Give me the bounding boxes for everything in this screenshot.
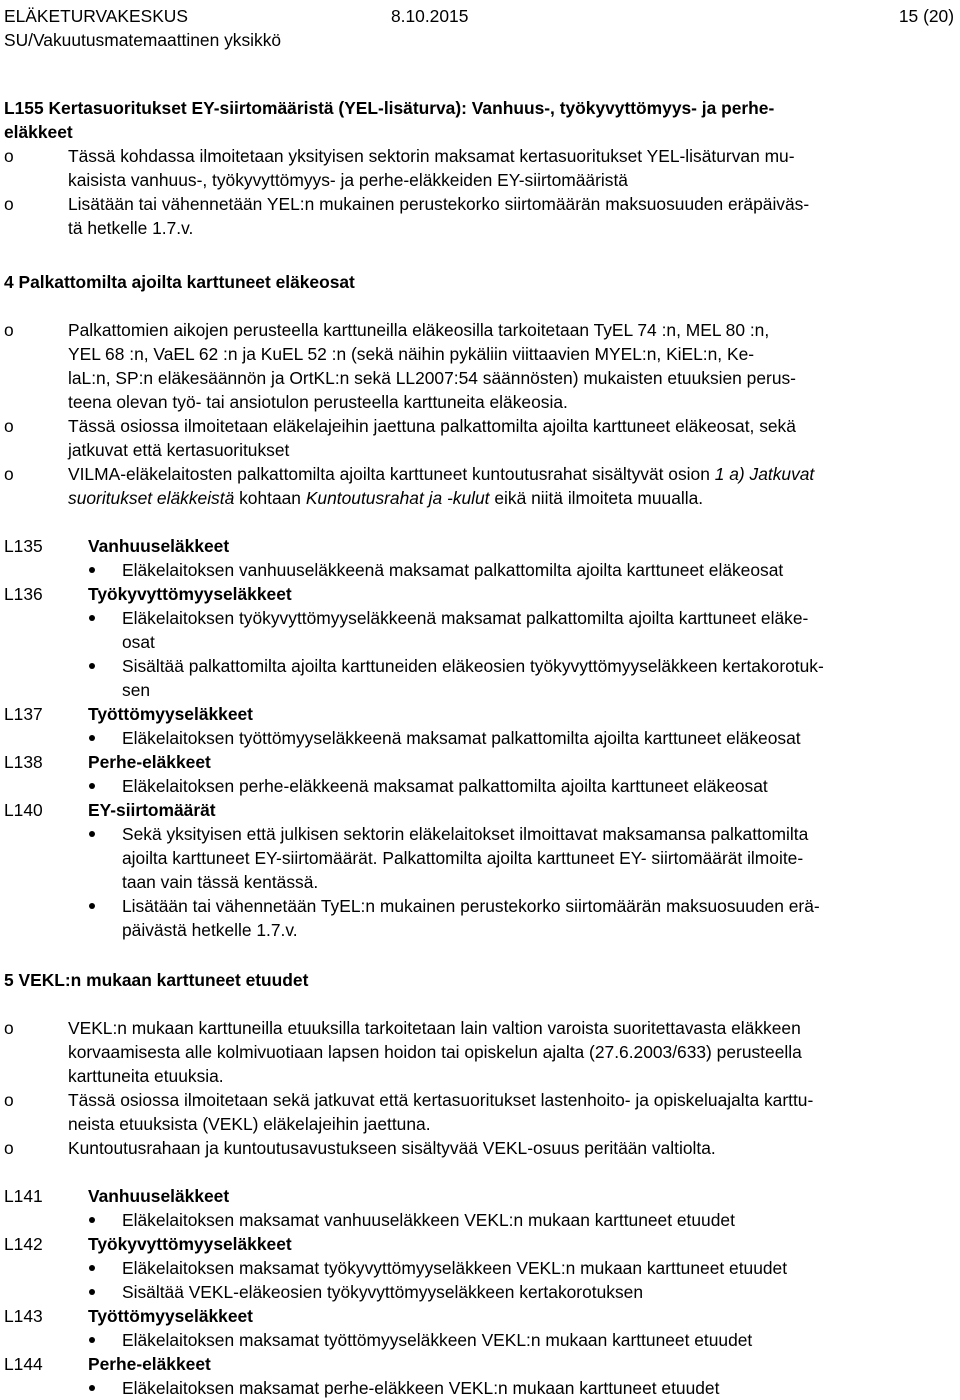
field-code: L140: [4, 800, 43, 820]
field-row-l137: [4, 702, 954, 726]
field-code: L136: [4, 584, 43, 604]
field-heading: Työttömyyseläkkeet: [88, 704, 253, 724]
bullet-item: Eläkelaitoksen työkyvyttömyyseläkkeenä maksamat palkattomilta ajoilta karttuneet eläke- osat: [88, 606, 954, 654]
field-heading: Perhe-eläkkeet: [88, 752, 211, 772]
field-row-l144: [4, 1352, 954, 1376]
bullet-icon: [88, 1376, 122, 1400]
field-code: L138: [4, 752, 43, 772]
field-row-l141: [4, 1184, 954, 1208]
bullet-icon: [88, 1328, 122, 1352]
field-row-l140: [4, 798, 954, 822]
section-4-title: 4 Palkattomilta ajoilta karttuneet eläkeosat: [4, 272, 355, 292]
field-row-l136: [4, 582, 954, 606]
field-code: L135: [4, 536, 43, 556]
list-marker: o: [4, 1018, 14, 1038]
bullet-item: Eläkelaitoksen työttömyyseläkkeenä maksamat palkattomilta ajoilta karttuneet eläkeosat: [88, 726, 954, 750]
list-item: o Lisätään tai vähennetään YEL:n mukainen perustekorko siirtomäärän maksuosuuden eräpäiväs- tä hetkelle 1.7.v.: [4, 194, 810, 238]
list-marker: o: [4, 320, 14, 340]
field-row-l135: [4, 534, 954, 558]
field-code: L141: [4, 1186, 43, 1206]
bullet-icon: [88, 606, 122, 654]
list-marker: o: [4, 146, 14, 166]
field-heading: Perhe-eläkkeet: [88, 1354, 211, 1374]
section-5-title: 5 VEKL:n mukaan karttuneet etuudet: [4, 970, 309, 990]
page-number: 15 (20): [898, 6, 954, 26]
field-heading: EY-siirtomäärät: [88, 800, 216, 820]
list-item: o Tässä kohdassa ilmoitetaan yksityisen sektorin maksamat kertasuoritukset YEL-lisäturvan mu- kaisista vanhuus-, työkyvyttömyys- ja perhe-eläkkeiden EY-siirtomääristä: [4, 146, 795, 190]
field-row-l138: [4, 750, 954, 774]
bullet-item: Sisältää VEKL-eläkeosien työkyvyttömyyseläkkeen kertakorotuksen: [88, 1280, 954, 1304]
field-heading: Työttömyyseläkkeet: [88, 1306, 253, 1326]
list-item: o VILMA-eläkelaitosten palkattomilta ajoilta karttuneet kuntoutusrahat sisältyvät osion 1 a) Jatkuvat suoritukset eläkkeistä kohtaan Kuntoutusrahat ja -kulut eikä niitä ilmoiteta muualla.: [4, 464, 815, 508]
bullet-item: Eläkelaitoksen vanhuuseläkkeenä maksamat palkattomilta ajoilta karttuneet eläkeosat: [88, 558, 954, 582]
field-code: L142: [4, 1234, 43, 1254]
bullet-item: Eläkelaitoksen maksamat perhe-eläkkeen VEKL:n mukaan karttuneet etuudet: [88, 1376, 954, 1400]
list-marker: o: [4, 416, 14, 436]
field-code: L137: [4, 704, 43, 724]
bullet-icon: [88, 654, 122, 702]
bullet-item: Eläkelaitoksen perhe-eläkkeenä maksamat palkattomilta ajoilta karttuneet eläkeosat: [88, 774, 954, 798]
bullet-item: Sisältää palkattomilta ajoilta karttuneiden eläkeosien työkyvyttömyyseläkkeen kertakorotuk- sen: [88, 654, 954, 702]
list-item: o Palkattomien aikojen perusteella karttuneilla eläkeosilla tarkoitetaan TyEL 74 :n, MEL 80 :n, YEL 68 :n, VaEL 62 :n ja KuEL 52 :n (sekä näihin pykäliin viittaavien MYEL:n, KiEL:n, Ke- laL:n, SP:n eläkesäännön ja OrtKL:n sekä LL2007:54 säännösten) mukaisten etuuksien perus- teena olevan työ- tai ansiotulon perusteella karttuneita eläkeosia.: [4, 320, 796, 412]
field-heading: Vanhuuseläkkeet: [88, 1186, 230, 1206]
bullet-item: Eläkelaitoksen maksamat työttömyyseläkkeen VEKL:n mukaan karttuneet etuudet: [88, 1328, 954, 1352]
field-code: L143: [4, 1306, 43, 1326]
list-item: o Tässä osiossa ilmoitetaan sekä jatkuvat että kertasuoritukset lastenhoito- ja opiskeluajalta karttu- neista etuuksista (VEKL) eläkelajeihin jaettuna.: [4, 1090, 814, 1134]
section-l155: [4, 96, 954, 240]
bullet-item: Sekä yksityisen että julkisen sektorin eläkelaitokset ilmoittavat maksamansa palkattomilta ajoilta karttuneet EY-siirtomäärät. Palkattomilta ajoilta karttuneet EY- siirtomäärät ilmoite- taan vain tässä kentässä.: [88, 822, 954, 894]
organization-name: ELÄKETURVAKESKUS: [4, 6, 188, 26]
list-marker: o: [4, 464, 14, 484]
unit-name: SU/Vakuutusmatemaattinen yksikkö: [4, 30, 282, 50]
section-4: [4, 270, 954, 942]
bullet-icon: [88, 1280, 122, 1304]
field-heading: Työkyvyttömyyseläkkeet: [88, 1234, 292, 1254]
bullet-icon: [88, 822, 122, 894]
field-heading: Työkyvyttömyyseläkkeet: [88, 584, 292, 604]
document-date: 8.10.2015: [391, 6, 469, 26]
field-heading: Vanhuuseläkkeet: [88, 536, 230, 556]
list-marker: o: [4, 194, 14, 214]
bullet-item: Lisätään tai vähennetään TyEL:n mukainen perustekorko siirtomäärän maksuosuuden erä- päivästä hetkelle 1.7.v.: [88, 894, 954, 942]
field-row-l143: [4, 1304, 954, 1328]
bullet-icon: [88, 726, 122, 750]
list-marker: o: [4, 1090, 14, 1110]
bullet-item: Eläkelaitoksen maksamat vanhuuseläkkeen VEKL:n mukaan karttuneet etuudet: [88, 1208, 954, 1232]
document-body: [4, 96, 954, 1400]
section-5: [4, 968, 954, 1400]
field-code: L144: [4, 1354, 43, 1374]
list-item: o VEKL:n mukaan karttuneilla etuuksilla tarkoitetaan lain valtion varoista suoritettavasta eläkkeen korvaamisesta alle kolmivuotiaan lapsen hoidon tai opiskelun ajalta (27.6.2003/633) perusteella karttuneita etuuksia.: [4, 1018, 802, 1086]
field-row-l142: [4, 1232, 954, 1256]
bullet-icon: [88, 774, 122, 798]
bullet-icon: [88, 558, 122, 582]
bullet-item: Eläkelaitoksen maksamat työkyvyttömyyseläkkeen VEKL:n mukaan karttuneet etuudet: [88, 1256, 954, 1280]
bullet-icon: [88, 1256, 122, 1280]
bullet-icon: [88, 1208, 122, 1232]
list-marker: o: [4, 1138, 14, 1158]
list-item: o Kuntoutusrahaan ja kuntoutusavustukseen sisältyvää VEKL-osuus peritään valtiolta.: [4, 1138, 716, 1158]
page-header: [4, 4, 954, 52]
list-item: o Tässä osiossa ilmoitetaan eläkelajeihin jaettuna palkattomilta ajoilta karttuneet eläkeosat, sekä jatkuvat että kertasuoritukset: [4, 416, 796, 460]
bullet-icon: [88, 894, 122, 942]
l155-title: L155 Kertasuoritukset EY-siirtomääristä (YEL-lisäturva): Vanhuus-, työkyvyttömyys- ja perhe- eläkkeet: [4, 98, 775, 142]
